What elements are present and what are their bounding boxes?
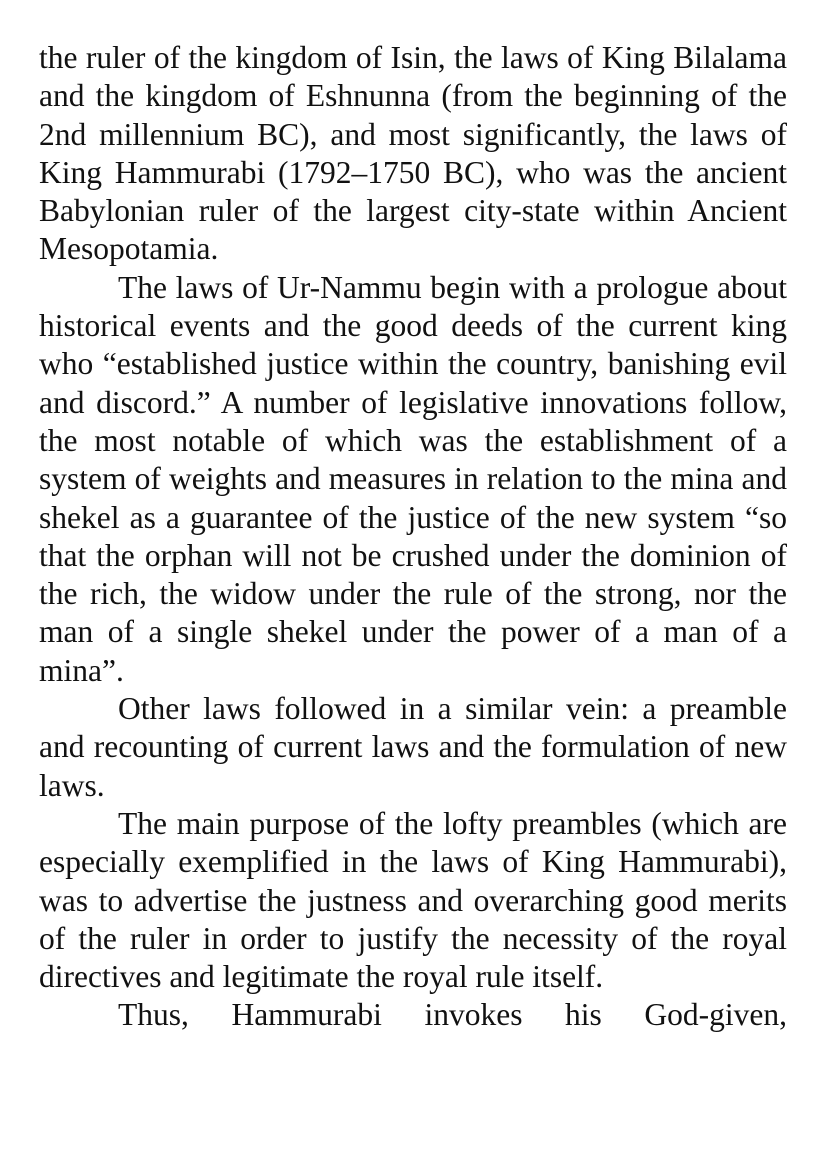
paragraph-3: Other laws followed in a similar vein: a preamble and recounting of current laws and the formulation of new laws. xyxy=(39,691,787,803)
document-page xyxy=(39,39,787,1035)
paragraph-2: The laws of Ur-Nammu begin with a prologue about historical events and the good deeds of the current king who “established justice within the country, banishing evil and discord.” A number of legislative innovations follow, the most notable of which was the establishment of a system of weights and measures in relation to the mina and shekel as a guarantee of the justice of the new system “so that the orphan will not be crushed under the dominion of the rich, the widow under the rule of the strong, nor the man of a single shekel under the power of a man of a mina”. xyxy=(39,269,787,688)
paragraph-4: The main purpose of the lofty preambles (which are especially exemplified in the laws of King Hammurabi), was to advertise the justness and overarching good merits of the ruler in order to justify the necessity of the royal directives and legitimate the royal rule itself. xyxy=(39,805,787,995)
paragraph-5: Thus, Hammurabi invokes his God-given, xyxy=(118,997,787,1033)
paragraph-1: the ruler of the kingdom of Isin, the laws of King Bilalama and the kingdom of Eshnunna (from the beginning of the 2nd millennium BC), and most significantly, the laws of King Hammurabi (1792–1750 BC), who was the ancient Babylonian ruler of the largest city-state within Ancient Mesopotamia. xyxy=(39,40,787,267)
